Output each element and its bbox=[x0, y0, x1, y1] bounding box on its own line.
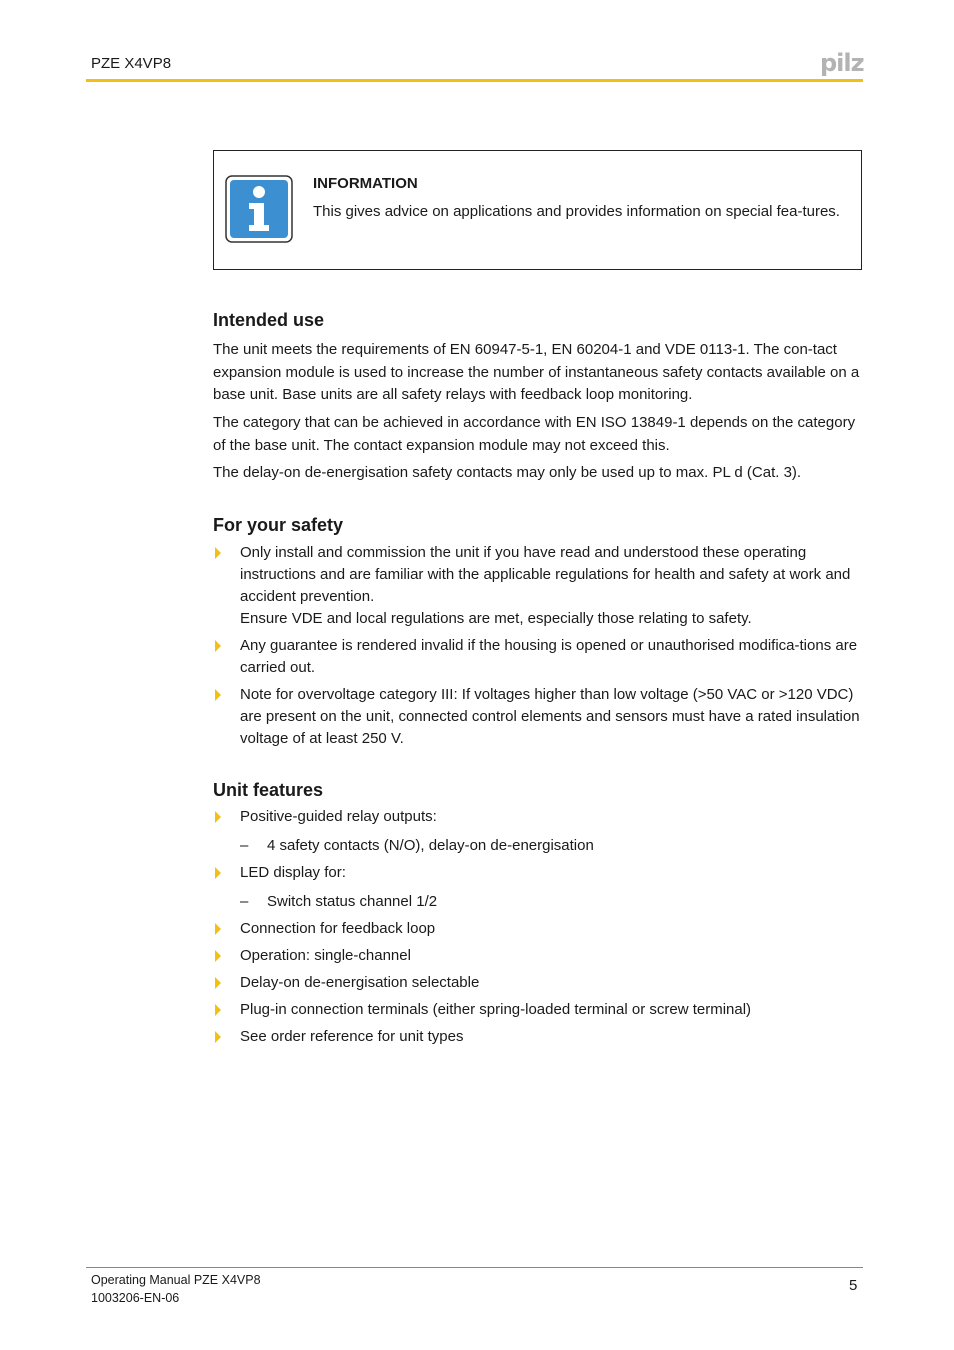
list-item: Delay-on de-energisation selectable bbox=[213, 972, 863, 994]
safety-note: Ensure VDE and local regulations are met, especially those relating to safety. bbox=[240, 610, 752, 627]
intended-use-paragraph: The unit meets the requirements of EN 60947-5-1, EN 60204-1 and VDE 0113-1. The con-tact expansion module is used to increase the number of instantaneous safety contacts available on a base unit. Base units are all safety relays with feedback loop monitoring. bbox=[213, 341, 860, 403]
safety-list bbox=[213, 542, 863, 750]
footer-manual-title: Operating Manual PZE X4VP8 bbox=[91, 1273, 261, 1287]
sub-list-item: – 4 safety contacts (N/O), delay-on de-energisation bbox=[240, 837, 594, 854]
arrow-bullet-icon bbox=[215, 867, 221, 879]
footer-divider bbox=[86, 1267, 863, 1268]
list-item: See order reference for unit types bbox=[213, 1026, 863, 1048]
list-item: Connection for feedback loop bbox=[213, 918, 863, 940]
svg-text:pilz: pilz bbox=[820, 50, 864, 76]
features-list bbox=[213, 806, 863, 1048]
intended-use-paragraph: The category that can be achieved in accordance with EN ISO 13849-1 depends on the category of the base unit. The contact expansion module may not exceed this. bbox=[213, 414, 856, 454]
pilz-logo bbox=[820, 50, 864, 81]
information-text: This gives advice on applications and provides information on special fea-tures. bbox=[313, 203, 840, 220]
sub-list-item: – Switch status channel 1/2 bbox=[240, 893, 438, 910]
list-item: Note for overvoltage category III: If voltages higher than low voltage (>50 VAC or >120 VDC) are present on the unit, connected control elements and sensors must have a rated insulation voltage of at least 250 V. bbox=[213, 684, 863, 750]
information-icon bbox=[225, 175, 293, 243]
list-item: Plug-in connection terminals (either spring-loaded terminal or screw terminal) bbox=[213, 999, 863, 1021]
arrow-bullet-icon bbox=[215, 547, 221, 559]
document-title: PZE X4VP8 bbox=[91, 55, 172, 72]
arrow-bullet-icon bbox=[215, 1031, 221, 1043]
intended-use-paragraph: The delay-on de-energisation safety contacts may only be used up to max. PL d (Cat. 3). bbox=[213, 464, 802, 481]
safety-heading: For your safety bbox=[213, 515, 344, 535]
arrow-bullet-icon bbox=[215, 640, 221, 652]
list-item: LED display for: bbox=[213, 862, 863, 884]
information-box bbox=[213, 150, 862, 270]
arrow-bullet-icon bbox=[215, 923, 221, 935]
arrow-bullet-icon bbox=[215, 811, 221, 823]
list-item: Operation: single-channel bbox=[213, 945, 863, 967]
arrow-bullet-icon bbox=[215, 689, 221, 701]
unit-features-heading: Unit features bbox=[213, 780, 324, 800]
information-heading: INFORMATION bbox=[313, 175, 418, 192]
page-number: 5 bbox=[849, 1277, 858, 1294]
arrow-bullet-icon bbox=[215, 977, 221, 989]
arrow-bullet-icon bbox=[215, 1004, 221, 1016]
list-item: Positive-guided relay outputs: bbox=[213, 806, 863, 828]
intended-use-heading: Intended use bbox=[213, 310, 325, 330]
header-divider bbox=[86, 79, 863, 82]
list-item: Only install and commission the unit if you have read and understood these operating instructions and are familiar with the applicable regulations for health and safety at work and accident prevention. Ensure VDE and local regulations are met, especially those relating to safety. bbox=[213, 542, 863, 630]
arrow-bullet-icon bbox=[215, 950, 221, 962]
footer-doc-number: 1003206-EN-06 bbox=[91, 1291, 180, 1305]
list-item: Any guarantee is rendered invalid if the housing is opened or unauthorised modifica-tions are carried out. bbox=[213, 635, 863, 679]
